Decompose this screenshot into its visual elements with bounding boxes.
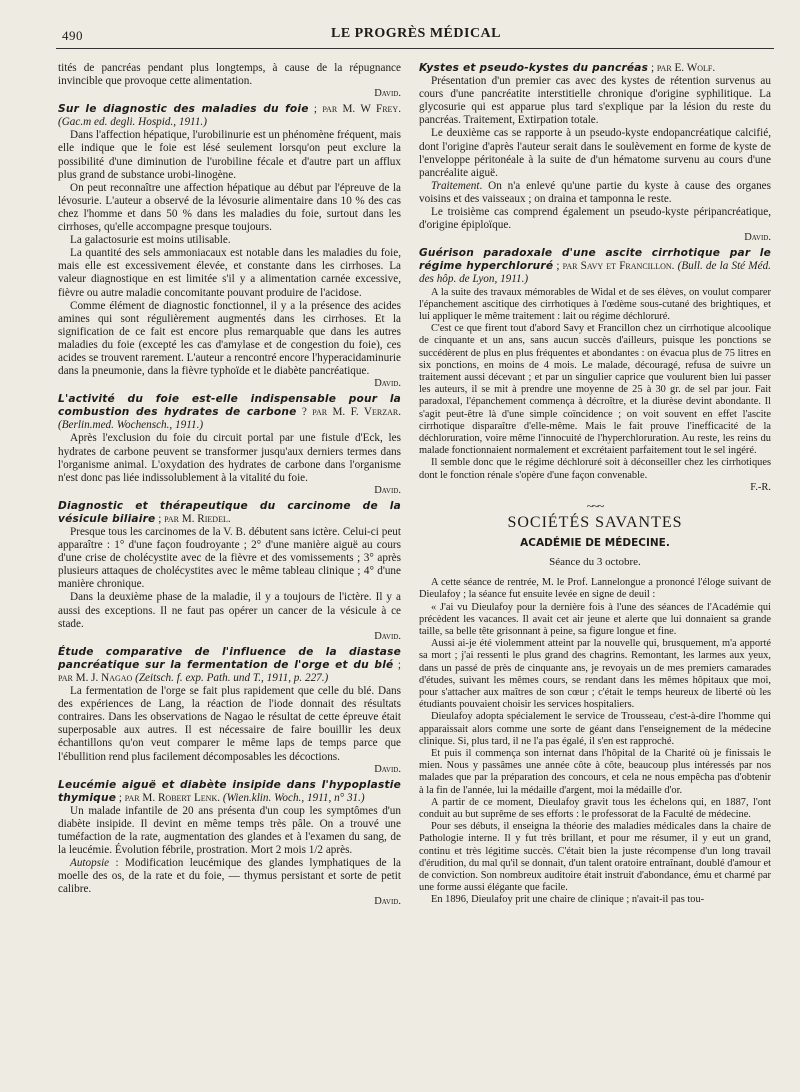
article-author: ; par M. W Frey.	[308, 103, 401, 116]
paragraph: Dans la deuxième phase de la maladie, il y a toujours de l'ictère. Il y a aussi des exceptions. Il ne faut pas opérer un cancer de la vésicule à ce stade.	[58, 591, 401, 630]
left-column	[58, 62, 401, 1086]
article-source: (Zeitsch. f. exp. Path. und T., 1911, p. 227.)	[132, 671, 329, 684]
academy-heading: ACADÉMIE DE MÉDECINE.	[520, 536, 670, 549]
paragraph: On peut reconnaître une affection hépatique au début par l'épreuve de la lévosurie. L'auteur a observé de la lévosurie alimentaire dans 10 % des cas chez l'homme et dans 50 % dans les maladies du foie, surtout dans les cirrhoses, qu'elle accompagne presque toujours.	[58, 181, 401, 234]
article-source: (Gac.m ed. degli. Hospid., 1911.)	[58, 116, 207, 129]
section-body	[419, 577, 771, 906]
paragraph: Il semble donc que le régime déchloruré soit à déconseiller chez les cirrhotiques dont le fonction rénale s'opère d'une façon convenable.	[419, 457, 771, 481]
signature: David.	[374, 763, 401, 775]
header-rule	[56, 48, 774, 49]
article-heading	[419, 247, 771, 286]
paragraph: Après l'exclusion du foie du circuit portal par une fistule d'Eck, les hydrates de carbone peuvent se transformer jusqu'aux derniers termes dans l'organisme animal. L'oxydation des hydrates de carbone dans l'organisme n'est donc pas liée indissolublement à la vitalité du foie.	[58, 432, 401, 484]
autopsy-label: Autopsie	[70, 857, 110, 870]
article-author: ; par M. Robert Lenk.	[116, 791, 221, 804]
article-source: (Bull. de la Sté Méd. des hôp. de Lyon, 1911.)	[419, 260, 771, 286]
signature: David.	[374, 484, 401, 496]
paragraph: C'est ce que firent tout d'abord Savy et Francillon chez un cirrhotique alcoolique de cinquante et un ans, sans aucun succès d'ailleurs, puisque les ponctions se succédèrent de plus en plus fréquentes et abondantes : on évacua plus de 75 litres en six ponctions, en moins de 4 mois. Le malade, découragé, refusa de suivre un traitement aussi décevant ; et par un singulier caprice que voulurent bien lui passer les auteurs, il se mit à prendre une moyenne de 25 à 30 gr. de sel par jour. Fait paradoxal, l'épanchement commença à décroître, et la diurèse devint abondante. Il s'agit peut-être là d'une simple coïncidence ; on voit souvent en effet l'ascite cirrhotique disparaître d'elle-même. Mais le fait prouve l'inefficacité de la déchloruration, voire même l'innocuité de l'hyperchloruration. Au reste, les reins du malade fonctionnaient normalement et excrétaient parfaitement tout le sel ingéré.	[419, 323, 771, 457]
signature: F.-R.	[750, 481, 771, 493]
article-heading	[419, 62, 771, 75]
paragraph: A cette séance de rentrée, M. le Prof. Lannelongue a prononcé l'éloge suivant de Dieulafoy ; la séance fut ensuite levée en signe de deuil :	[419, 577, 771, 601]
article-heading	[58, 103, 401, 129]
article-title: Guérison paradoxale d'une ascite cirrhotique par le régime hyperchloruré	[419, 247, 771, 273]
article-author: ; par M. J. Nagao	[58, 658, 401, 684]
paragraph: En 1896, Dieulafoy prit une chaire de clinique ; n'avait-il pas tou-	[431, 894, 705, 906]
signature: David.	[374, 630, 401, 642]
article-author: ; par Savy et Francillon.	[553, 260, 675, 273]
paragraph: A partir de ce moment, Dieulafoy gravit tous les échelons qui, en 1887, l'ont conduit au but suprême de ses efforts : le professorat de la Faculté de médecine.	[419, 796, 771, 820]
article-author: ? par M. F. Verzar.	[296, 406, 401, 419]
treatment-text: . On n'a enlevé qu'une partie du kyste à cause des organes voisins et des vaisseaux ; on draina et tamponna le reste.	[419, 179, 771, 205]
paragraph: Presque tous les carcinomes de la V. B. débutent sans ictère. Celui-ci peut apparaître : 1° d'une façon foudroyante ; 2° d'une manière aiguë au cours d'une crise de cholécystite avec de la fièvre et des vomissements ; 3° après plusieurs attaques de cholécystites avec le même tableau clinique ; 4° d'une manière chronique.	[58, 526, 401, 591]
article-body-small	[419, 287, 771, 494]
article-source: (Berlin.med. Wochensch., 1911.)	[58, 419, 204, 432]
signature: David.	[374, 378, 401, 390]
article-heading	[58, 500, 401, 526]
signature: David.	[744, 232, 771, 244]
article-heading	[58, 779, 401, 805]
journal-title: LE PROGRÈS MÉDICAL	[330, 26, 502, 41]
paragraph: Le deuxième cas se rapporte à un pseudo-kyste endopancréatique calcifié, dont l'origine d'après l'auteur serait dans le soulèvement en forme de kyste de l'enveloppe péritonéale à la suite de d'un hématome survenu au cours d'une pancréalite aiguë.	[419, 127, 771, 179]
paragraph	[419, 180, 771, 206]
article-heading	[58, 646, 401, 685]
signature: David.	[374, 896, 401, 908]
paragraph: « J'ai vu Dieulafoy pour la dernière fois à l'une des séances de l'Académie qui précèdent les vacances. Il avait cet air jeune et alerte que lui donnaient sa grande taille, sa belle tête grisonnant à peine, sa figure longue et fine.	[419, 601, 771, 637]
article-author: ; par E. Wolf.	[648, 62, 716, 74]
paragraph	[58, 857, 401, 896]
article-title: Étude comparative de l'influence de la diastase pancréatique sur la fermentation de l'orge et du blé	[58, 645, 401, 671]
paragraph: Un malade infantile de 20 ans présenta d'un coup les symptômes d'un diabète insipide. Il devint en même temps très pâle. On a trouvé une tuméfaction de la rate, augmentation des glandes et à l'examen du sang, de la leucémie. Évolution fébrile, prostration. Mort 2 mois 1/2 après.	[58, 804, 401, 857]
paragraph: A la suite des travaux mémorables de Widal et de ses élèves, on voulut comparer l'épanchement ascitique des cirrhotiques à l'œdème sous-cutané des brightiques, et lui appliquer le même traitement : lait ou régime déchloruré.	[419, 286, 771, 322]
paragraph: La fermentation de l'orge se fait plus rapidement que celle du blé. Dans des expériences de Lang, la réaction de l'iode donnait des résultats contraires. Dans les observations de Nagao le résultat de cette épreuve était superposable aux autres. Il est nécessaire de faire bouillir les deux échantillons qu'on veut comparer le même laps de temps parce que l'ébullition rend plus facilement décomposables les décoctions.	[58, 685, 401, 763]
article-title: L'activité du foie est-elle indispensable pour la combustion des hydrates de carbone	[58, 393, 401, 419]
paragraph: Dieulafoy adopta spécialement le service de Trousseau, c'est-à-dire l'homme qui apparaissait alors comme une sorte de géant dans l'enseignement de la médecine clinique. Si, plus tard, il ne l'a pas égalé, il s'en est rapproché.	[419, 711, 771, 747]
article-source: (Wien.klin. Woch., 1911, n° 31.)	[220, 791, 365, 804]
paragraph: Présentation d'un premier cas avec des kystes de rétention survenus au cours d'une pancréatite interstitielle chronique d'origine syphilitique. La glycosurie qui est apparue plus tard s'explique par la lésion du reste du pancréas. Traitement, Extirpation totale.	[419, 75, 771, 127]
article-title: Leucémie aiguë et diabète insipide dans l'hypoplastie thymique	[58, 778, 401, 804]
paragraph: Le troisième cas comprend également un pseudo-kyste péripancréatique, d'origine épiploïque.	[419, 206, 771, 232]
article-heading	[58, 393, 401, 432]
paragraph: Comme élément de diagnostic fonctionnel, il y a la présence des acides amines qui sont régulièrement augmentés dans les cirrhoses. Et la signification de ce fait est encore plus remarquable que dans les autres maladies du foie (excepté les cas d'amylase et de congestion du foie), ces acides se trouvent rarement. L'auteur a rencontré encore l'hyperacidaminurie dans la pneumonie, dans la fièvre typhoïde et le diabète pancréatique.	[58, 299, 401, 378]
intro-text: tités de pancréas pendant plus longtemps, à cause de la répugnance invincible que provoque cette alimentation.	[58, 62, 401, 88]
right-column	[419, 62, 771, 1086]
treatment-label: Traitement	[431, 179, 480, 192]
paragraph: Pour ses débuts, il enseigna la théorie des maladies médicales dans la chaire de Pathologie interne. Il y fut très brillant, et pour me résumer, il y eut un grand, continu et très légitime succès. C'était bien la juste récompense d'un long travail d'érudition, du mal qu'il se donnait, d'un talent oratoire entraînant, doublé d'amour et de conviction. Son nombreux auditoire était instruit d'abondance, ému et charmé par une forme aussi élégante que facile.	[419, 821, 771, 894]
session-date: Séance du 3 octobre.	[549, 556, 641, 569]
article-title: Sur le diagnostic des maladies du foie	[58, 103, 309, 116]
paragraph: La quantité des sels ammoniacaux est notable dans les maladies du foie, mais elle est excessivement élevée, et constante dans les cirrhoses. La valeur diagnostique en est limitée s'il y a alimentation carnée excessive, fièvre ou autre maladie concomitante pouvant produire de l'acidose.	[58, 247, 401, 299]
running-header	[62, 26, 770, 46]
autopsy-text: : Modification leucémique des glandes lymphatiques de la moelle des os, de la rate et du foie, — thymus persistant et sorte de petit calibre.	[58, 857, 401, 896]
page-number: 490	[62, 28, 83, 43]
signature: David.	[374, 88, 401, 100]
section-separator: ~~~	[586, 498, 604, 513]
paragraph: Aussi ai-je été violemment atteint par la nouvelle qui, brusquement, m'a apporté sa mort ; j'ai ressenti le plus grand des chagrins. Remontant, les larmes aux yeux, dans un passé de près de cinquante ans, je revoyais un de mes premiers camarades d'études, suivant les mêmes cours, se rendant dans les mêmes hôpitaux que moi, pour s'attacher aux maîtres de son cœur ; c'était le temps heureux de liberté où les étudiants pouvaient choisir les services hospitaliers.	[419, 638, 771, 711]
article-author: ; par M. Riedel.	[155, 512, 231, 525]
section-title: SOCIÉTÉS SAVANTES	[507, 513, 683, 531]
article-title: Diagnostic et thérapeutique du carcinome de la vésicule biliaire	[58, 499, 401, 525]
article-title: Kystes et pseudo-kystes du pancréas	[419, 62, 649, 74]
paragraph: Et puis il commença son internat dans l'hôpital de la Charité où je finissais le mien. Nous y passâmes une année côte à côte, beaucoup plus intéressés par nos malades que par la préparation des concours, et cela ne nous empêcha pas d'obtenir à la fin de l'année, lui la médaille d'argent, moi la médaille d'or.	[419, 747, 771, 796]
paragraph: Dans l'affection hépatique, l'urobilinurie est un phénomène fréquent, mais elle indique que le foie est lésé seulement lorsqu'on peut exclure la possibilité d'une diminution de l'urobiline fécale et d'autre part un afflux plus grand de substance urobi-linogène.	[58, 129, 401, 181]
paragraph: La galactosurie est moins utilisable.	[70, 234, 231, 247]
